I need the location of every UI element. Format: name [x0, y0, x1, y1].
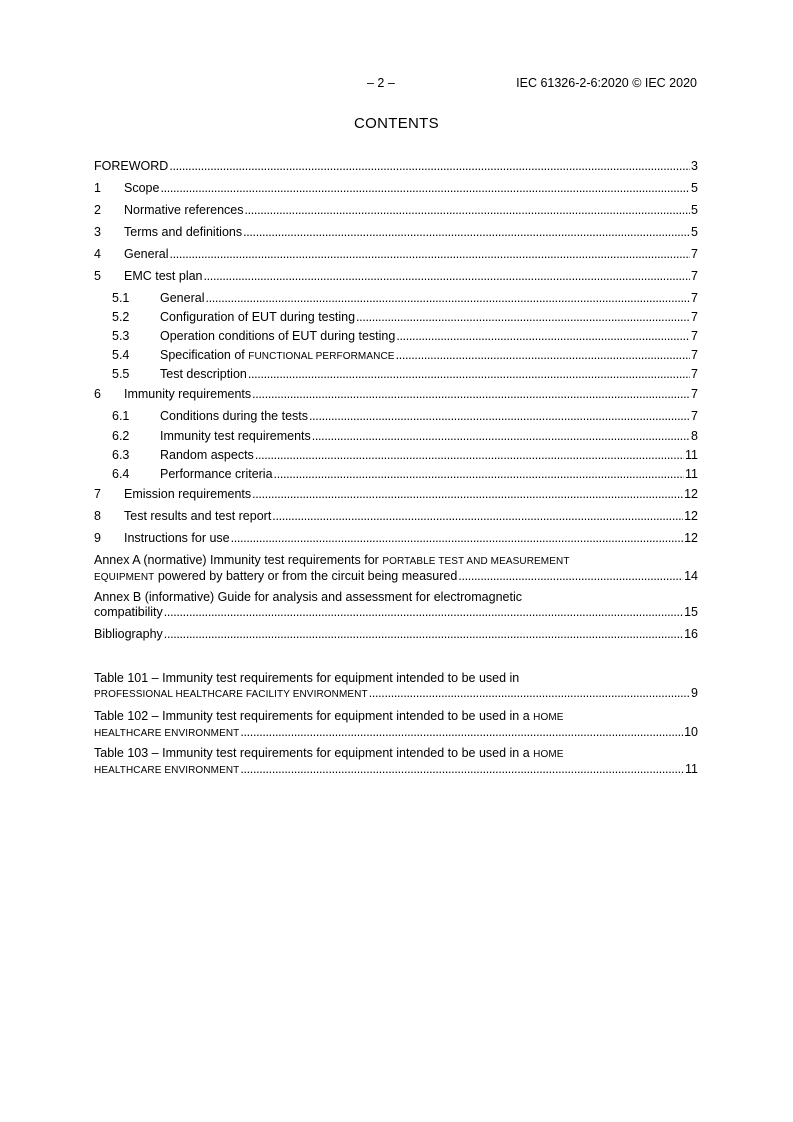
toc-label: General — [124, 247, 169, 261]
toc-entry-table-103[interactable] — [94, 746, 698, 778]
dot-leader — [309, 409, 690, 424]
toc-page: 14 — [684, 569, 698, 583]
page-title: CONTENTS — [354, 115, 439, 132]
toc-entry-test-results[interactable] — [94, 509, 698, 524]
toc-entry-general[interactable] — [94, 247, 698, 262]
toc-number: 1 — [94, 181, 101, 195]
toc-number: 6.4 — [112, 467, 130, 481]
dot-leader — [458, 569, 683, 584]
dot-leader — [245, 203, 691, 218]
dot-leader — [240, 762, 684, 777]
dot-leader — [240, 725, 683, 740]
toc-page: 7 — [691, 387, 698, 401]
toc-entry-6-1[interactable] — [94, 409, 698, 424]
dot-leader — [356, 310, 690, 325]
toc-page: 7 — [691, 348, 698, 362]
toc-entry-instructions-for-use[interactable] — [94, 531, 698, 546]
toc-label: EMC test plan — [124, 269, 203, 283]
toc-label: FOREWORD — [94, 159, 169, 173]
toc-number: 6 — [94, 387, 101, 401]
toc-page: 7 — [691, 247, 698, 261]
toc-entry-emc-test-plan[interactable] — [94, 269, 698, 284]
toc-label: Immunity test requirements — [160, 429, 311, 443]
toc-page: 3 — [691, 159, 698, 173]
toc-label: Terms and definitions — [124, 225, 243, 239]
toc-entry-5-1[interactable] — [94, 291, 698, 306]
toc-entry-normative-references[interactable] — [94, 203, 698, 218]
toc-label: powered by battery or from the circuit being measured — [157, 569, 458, 583]
toc-label: Table 103 – Immunity test requirements for equipment intended to be used in a — [94, 746, 530, 760]
toc-entry-5-4[interactable] — [94, 348, 698, 364]
toc-label: Random aspects — [160, 448, 254, 462]
dot-leader — [396, 329, 690, 344]
toc-page: 12 — [684, 531, 698, 545]
toc-label: Emission requirements — [124, 487, 252, 501]
toc-label-smallcaps: HOME — [533, 712, 564, 723]
dot-leader — [255, 448, 684, 463]
toc-label: Conditions during the tests — [160, 409, 309, 423]
dot-leader — [205, 291, 690, 306]
dot-leader — [204, 269, 691, 284]
toc-label: Test description — [160, 367, 247, 381]
dot-leader — [252, 387, 690, 402]
toc-label: Annex B (informative) Guide for analysis and assessment for electromagnetic — [94, 590, 522, 604]
toc-number: 6.2 — [112, 429, 130, 443]
toc-entry-5-5[interactable] — [94, 367, 698, 382]
toc-entry-immunity-requirements[interactable] — [94, 387, 698, 402]
toc-label: Performance criteria — [160, 467, 273, 481]
dot-leader — [272, 509, 683, 524]
toc-label: Configuration of EUT during testing — [160, 310, 356, 324]
toc-page: 7 — [691, 367, 698, 381]
toc-page: 7 — [691, 329, 698, 343]
dot-leader — [369, 686, 690, 701]
toc-number: 8 — [94, 509, 101, 523]
toc-number: 9 — [94, 531, 101, 545]
dot-leader — [169, 247, 690, 262]
toc-page: 11 — [685, 448, 698, 462]
standard-reference: IEC 61326-2-6:2020 © IEC 2020 — [516, 76, 697, 90]
toc-entry-5-3[interactable] — [94, 329, 698, 344]
toc-label-smallcaps: HEALTHCARE ENVIRONMENT — [94, 728, 240, 739]
toc-page: 5 — [691, 203, 698, 217]
toc-number: 5.4 — [112, 348, 130, 362]
toc-page: 11 — [685, 762, 698, 776]
dot-leader — [160, 181, 690, 196]
toc-label-smallcaps: EQUIPMENT — [94, 572, 155, 583]
toc-page: 12 — [684, 509, 698, 523]
dot-leader — [243, 225, 690, 240]
toc-label: Scope — [124, 181, 160, 195]
toc-number: 3 — [94, 225, 101, 239]
toc-label-smallcaps: PORTABLE TEST AND MEASUREMENT — [382, 556, 570, 567]
toc-label: Normative references — [124, 203, 244, 217]
dot-leader — [231, 531, 683, 546]
page-number: – 2 – — [367, 76, 395, 90]
toc-number: 5 — [94, 269, 101, 283]
toc-number: 6.3 — [112, 448, 130, 462]
toc-number: 2 — [94, 203, 101, 217]
toc-label-smallcaps: PROFESSIONAL HEALTHCARE FACILITY ENVIRONMENT — [94, 689, 368, 700]
toc-page: 10 — [684, 725, 698, 739]
toc-label: Specification of — [160, 348, 245, 362]
toc-label: Table 102 – Immunity test requirements for equipment intended to be used in a — [94, 709, 530, 723]
toc-entry-emission-requirements[interactable] — [94, 487, 698, 502]
toc-entry-6-2[interactable] — [94, 429, 698, 444]
toc-number: 5.2 — [112, 310, 130, 324]
toc-label: General — [160, 291, 205, 305]
toc-entry-table-102[interactable] — [94, 709, 698, 741]
toc-entry-annex-b[interactable] — [94, 590, 698, 620]
dot-leader — [164, 605, 683, 620]
toc-page: 7 — [691, 310, 698, 324]
toc-number: 7 — [94, 487, 101, 501]
toc-page: 8 — [691, 429, 698, 443]
toc-page: 7 — [691, 409, 698, 423]
dot-leader — [274, 467, 684, 482]
toc-label-smallcaps: FUNCTIONAL PERFORMANCE — [248, 351, 395, 362]
toc-page: 11 — [685, 467, 698, 481]
toc-label-smallcaps: HEALTHCARE ENVIRONMENT — [94, 765, 240, 776]
toc-entry-scope[interactable] — [94, 181, 698, 196]
toc-entry-table-101[interactable] — [94, 671, 698, 702]
page-header — [0, 76, 793, 94]
toc-page: 7 — [691, 269, 698, 283]
toc-entry-annex-a[interactable] — [94, 553, 698, 585]
dot-leader — [396, 348, 690, 363]
toc-number: 4 — [94, 247, 101, 261]
toc-label: Instructions for use — [124, 531, 230, 545]
dot-leader — [252, 487, 683, 502]
toc-entry-5-2[interactable] — [94, 310, 698, 325]
dot-leader — [164, 627, 683, 642]
toc-label-smallcaps: HOME — [533, 749, 564, 760]
toc-number: 5.1 — [112, 291, 130, 305]
toc-entry-bibliography[interactable] — [94, 627, 698, 642]
toc-label: Bibliography — [94, 627, 163, 641]
toc-page: 5 — [691, 181, 698, 195]
toc-page: 7 — [691, 291, 698, 305]
dot-leader — [248, 367, 690, 382]
toc-page: 16 — [684, 627, 698, 641]
toc-label: Annex A (normative) Immunity test requirements for — [94, 553, 379, 567]
toc-page: 9 — [691, 686, 698, 700]
toc-entry-6-4[interactable] — [94, 467, 698, 482]
toc-number: 5.5 — [112, 367, 130, 381]
toc-entry-6-3[interactable] — [94, 448, 698, 463]
dot-leader — [169, 159, 690, 174]
toc-number: 6.1 — [112, 409, 130, 423]
toc-page: 15 — [684, 605, 698, 619]
toc-label: Table 101 – Immunity test requirements for equipment intended to be used in — [94, 671, 520, 685]
dot-leader — [312, 429, 690, 444]
toc-number: 5.3 — [112, 329, 130, 343]
toc-page: 5 — [691, 225, 698, 239]
toc-label: Test results and test report — [124, 509, 272, 523]
toc-label: compatibility — [94, 605, 163, 619]
toc-entry-terms-and-definitions[interactable] — [94, 225, 698, 240]
toc-entry-foreword[interactable] — [94, 159, 698, 174]
toc-label: Operation conditions of EUT during testing — [160, 329, 396, 343]
toc-label: Immunity requirements — [124, 387, 252, 401]
toc-page: 12 — [684, 487, 698, 501]
